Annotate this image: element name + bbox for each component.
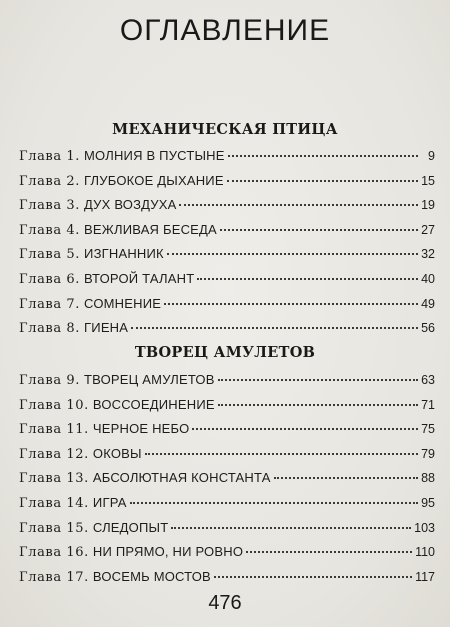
toc-entry (19, 495, 435, 520)
chapter-page-number: 49 (421, 296, 435, 311)
chapter-label: Глава 9. (19, 373, 81, 388)
chapter-title: ВТОРОЙ ТАЛАНТ (84, 270, 195, 286)
toc-entry (19, 320, 435, 345)
chapter-page-number: 117 (415, 569, 435, 584)
toc-entry (19, 397, 435, 422)
chapter-title: НИ ПРЯМО, НИ РОВНО (92, 544, 244, 560)
chapter-label: Глава 16. (19, 545, 89, 561)
dot-leader (197, 278, 418, 280)
dot-leader (227, 180, 418, 182)
dot-leader (130, 502, 418, 504)
toc-entry (19, 246, 435, 271)
toc-entry (19, 446, 435, 471)
chapter-title: ДУХ ВОЗДУХА (84, 197, 177, 213)
toc-entry (19, 296, 435, 321)
dot-leader (171, 527, 411, 529)
chapter-page-number: 9 (428, 149, 435, 163)
chapter-page-number: 110 (415, 545, 435, 560)
dot-leader (192, 428, 418, 430)
chapter-title: МОЛНИЯ В ПУСТЫНЕ (84, 148, 225, 163)
chapter-label: Глава 2. (19, 173, 81, 189)
chapter-label: Глава 14. (19, 495, 89, 511)
chapter-title: СОМНЕНИЕ (84, 295, 162, 311)
toc-entry (19, 222, 435, 247)
dot-leader (167, 253, 418, 255)
chapter-page-number: 71 (421, 397, 435, 412)
chapter-label: Глава 5. (19, 247, 81, 263)
chapter-label: Глава 15. (19, 520, 89, 536)
chapter-page-number: 95 (421, 495, 435, 510)
chapter-page-number: 19 (421, 198, 435, 213)
chapter-page-number: 63 (421, 373, 435, 387)
chapter-title: АБСОЛЮТНАЯ КОНСТАНТА (92, 470, 271, 486)
dot-leader (179, 204, 418, 206)
dot-leader (274, 477, 418, 479)
dot-leader (218, 404, 418, 406)
chapter-page-number: 79 (421, 446, 435, 461)
part-title-1: МЕХАНИЧЕСКАЯ ПТИЦА (112, 121, 338, 138)
chapter-page-number: 27 (421, 222, 435, 237)
chapter-label: Глава 1. (19, 149, 81, 164)
chapter-label: Глава 8. (19, 321, 81, 337)
chapter-title: ТВОРЕЦ АМУЛЕТОВ (84, 372, 215, 387)
chapter-title: ОКОВЫ (92, 445, 142, 461)
chapter-label: Глава 3. (19, 198, 81, 214)
page-title: ОГЛАВЛЕНИЕ (119, 14, 331, 47)
toc-entry (19, 544, 435, 569)
chapter-page-number: 40 (421, 271, 435, 286)
dot-leader (220, 229, 418, 231)
chapter-list-part-1 (19, 148, 435, 345)
chapter-list-part-2 (19, 372, 435, 593)
chapter-title: ВОСЕМЬ МОСТОВ (92, 568, 211, 584)
toc-entry (19, 421, 435, 446)
toc-entry (19, 271, 435, 296)
dot-leader (246, 551, 412, 553)
chapter-page-number: 15 (421, 173, 435, 188)
chapter-label: Глава 10. (19, 397, 89, 413)
dot-leader (214, 576, 412, 578)
chapter-label: Глава 4. (19, 222, 81, 238)
chapter-label: Глава 7. (19, 296, 81, 312)
chapter-title: СЛЕДОПЫТ (92, 519, 169, 535)
chapter-title: ИЗГНАННИК (84, 246, 164, 262)
toc-entry (19, 148, 435, 173)
chapter-page-number: 56 (421, 321, 435, 336)
toc-entry (19, 520, 435, 545)
dot-leader (131, 327, 418, 329)
dot-leader (145, 453, 418, 455)
chapter-page-number: 88 (421, 471, 435, 486)
chapter-label: Глава 13. (19, 471, 89, 487)
chapter-page-number: 75 (421, 422, 435, 437)
chapter-title: ГИЕНА (84, 320, 129, 336)
dot-leader (218, 379, 418, 381)
toc-entry (19, 470, 435, 495)
chapter-title: ИГРА (92, 494, 127, 510)
dot-leader (164, 303, 418, 305)
dot-leader (228, 155, 418, 157)
toc-entry (19, 569, 435, 594)
toc-entry (19, 197, 435, 222)
chapter-label: Глава 12. (19, 446, 89, 462)
chapter-title: ВОССОЕДИНЕНИЕ (92, 396, 215, 412)
chapter-page-number: 103 (414, 520, 435, 535)
chapter-page-number: 32 (421, 247, 435, 262)
chapter-title: ЧЕРНОЕ НЕБО (92, 421, 190, 437)
chapter-title: ГЛУБОКОЕ ДЫХАНИЕ (84, 172, 224, 188)
toc-entry (19, 173, 435, 198)
toc-entry (19, 372, 435, 397)
chapter-title: ВЕЖЛИВАЯ БЕСЕДА (84, 221, 217, 237)
chapter-label: Глава 17. (19, 569, 89, 585)
chapter-label: Глава 6. (19, 271, 81, 287)
page-number: 476 (208, 592, 242, 614)
chapter-label: Глава 11. (19, 422, 89, 438)
part-title-2: ТВОРЕЦ АМУЛЕТОВ (134, 344, 316, 361)
